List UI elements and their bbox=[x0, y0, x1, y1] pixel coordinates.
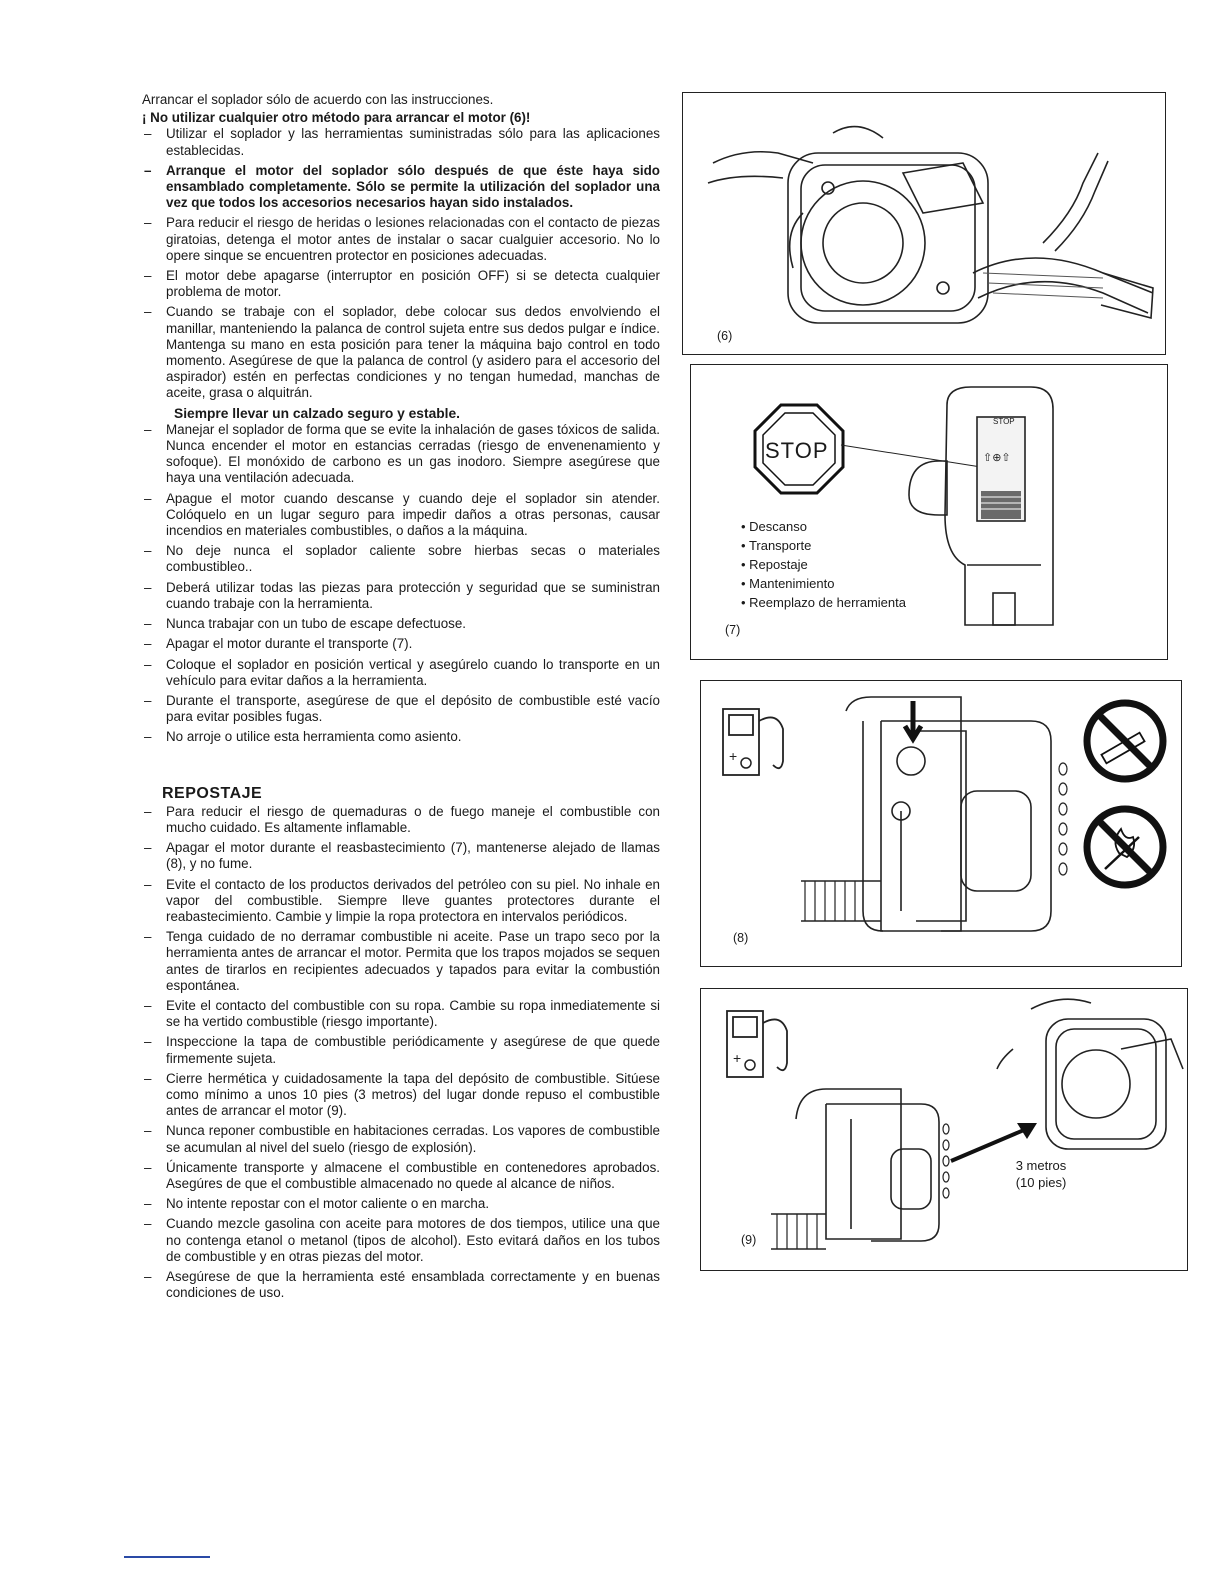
no-open-flame-icon bbox=[1087, 809, 1163, 885]
safety-list bbox=[142, 126, 660, 401]
section-title-refuel: REPOSTAJE bbox=[162, 784, 263, 802]
list-item: – Evite el contacto del combustible con su ropa. Cambie su ropa inmediatemente si se ha vertido combustible (riesgo importante). bbox=[142, 998, 660, 1030]
list-item: – Apagar el motor durante el reasbastecimiento (7), mantenerse alejado de llamas (8), y no fume. bbox=[142, 840, 660, 872]
figure-7 bbox=[690, 364, 1168, 660]
list-item: – Nunca trabajar con un tubo de escape defectuose. bbox=[142, 616, 660, 632]
distance-imperial: (10 pies) bbox=[1015, 1175, 1067, 1190]
stop-sign-text: STOP bbox=[765, 438, 829, 463]
svg-text:+: + bbox=[733, 1050, 742, 1066]
list-item: – No arroje o utilice esta herramienta como asiento. bbox=[142, 729, 660, 745]
list-item: – Utilizar el soplador y las herramientas suministradas sólo para las aplicaciones establecidas. bbox=[142, 126, 660, 158]
list-item: – Inspeccione la tapa de combustible periódicamente y asegúrese de que quede firmemente sujeta. bbox=[142, 1034, 660, 1066]
figure-9 bbox=[700, 988, 1188, 1271]
refuel-warning-illustration bbox=[701, 681, 1181, 966]
distance-metric: 3 metros bbox=[1015, 1158, 1067, 1173]
list-item: • Transporte bbox=[741, 536, 906, 555]
fuel-pump-icon bbox=[723, 709, 783, 775]
stop-situations-list bbox=[741, 517, 906, 612]
safety-list-2 bbox=[142, 422, 660, 746]
figure-label: (7) bbox=[725, 623, 741, 637]
list-item: • Mantenimiento bbox=[741, 574, 906, 593]
figure-label: (9) bbox=[741, 1233, 757, 1247]
list-item: – Evite el contacto de los productos derivados del petróleo con su piel. No inhale en vapor del combustible. Siempre lleve guantes protectores durante el reabastecimiento. Cambie y limpie la ropa protectora en intervalos periódicos. bbox=[142, 877, 660, 926]
figure-6 bbox=[682, 92, 1166, 355]
list-item: – Cierre hermética y cuidadosamente la tapa del depósito de combustible. Sitúese como mínimo a unos 10 pies (3 metros) del lugar donde repuso el combustible antes de arrancar el motor (9). bbox=[142, 1071, 660, 1120]
list-item: – Manejar el soplador de forma que se evite la inhalación de gases tóxicos de salida. Nunca encender el motor en estancias cerradas (riesgo de envenenamiento y sofoque). El monóxido de carbono es un gas inodoro. Siempre asegúrese que haya una ventilación adecuada. bbox=[142, 422, 660, 487]
list-item: – Arranque el motor del soplador sólo después de que éste haya sido ensamblado completamente. Sólo se permite la utilización del soplador una vez que todos los accesorios necesarios hayan sido instalados. bbox=[142, 163, 660, 212]
list-item: – No intente repostar con el motor caliente o en marcha. bbox=[142, 1196, 660, 1212]
blower-start-illustration bbox=[683, 93, 1165, 354]
instructions-column bbox=[142, 92, 660, 1305]
list-item: – Tenga cuidado de no derramar combustible ni aceite. Pase un trapo seco por la herramienta antes de arrancar el motor. Permita que los trapos mojados se sequen antes de tirarlos en recipientes adecuados y tapados para evitar la combustión espontánea. bbox=[142, 929, 660, 994]
figure-label: (6) bbox=[717, 329, 733, 343]
fuel-pump-icon bbox=[727, 1011, 787, 1077]
distance-illustration bbox=[701, 989, 1187, 1270]
list-item: – Asegúrese de que la herramienta esté ensamblada correctamente y en buenas condiciones de uso. bbox=[142, 1269, 660, 1301]
figure-label: (8) bbox=[733, 931, 749, 945]
list-item: – Para reducir el riesgo de heridas o lesiones relacionadas con el contacto de piezas giratoias, detenga el motor antes de instalar o sacar cualguier accesorio. No lo opere sinque se encuentren protector en posiciones adecuadas. bbox=[142, 215, 660, 264]
list-item: – Durante el transporte, asegúrese de que el depósito de combustible esté vacío para evitar posibles fugas. bbox=[142, 693, 660, 725]
list-item: • Descanso bbox=[741, 517, 906, 536]
list-item: – El motor debe apagarse (interruptor en posición OFF) si se detecta cualquier problema de motor. bbox=[142, 268, 660, 300]
svg-text:+: + bbox=[729, 748, 738, 764]
list-item: – No deje nunca el soplador caliente sobre hierbas secas o materiales combustibleo.. bbox=[142, 543, 660, 575]
footer-rule bbox=[124, 1556, 210, 1558]
warning-text: ¡ No utilizar cualquier otro método para arrancar el motor (6)! bbox=[142, 110, 531, 126]
list-item: – Apague el motor cuando descanse y cuando deje el soplador sin atender. Colóquelo en un lugar seguro para impedir daños a otras personas, causar incendios en materiales combustibles, o daños a la máquina. bbox=[142, 491, 660, 540]
list-item: – Únicamente transporte y almacene el combustible en contenedores aprobados. Asegúres de que el combustible almacenado no quede al alcance de niños. bbox=[142, 1160, 660, 1192]
switch-stop-label: STOP bbox=[993, 417, 1015, 426]
list-item: – Cuando se trabaje con el soplador, debe colocar sus dedos envolviendo el manillar, manteniendo la palanca de control sujeta entre sus dedos pulgar e índice. Mantenga su mano en esta posición para tener la máquina bajo control en todo momento. Asegúrese de que la palanca de control (y asidero para el accesorio del aspirador) estén en perfectas condiciones y no tengan humedad, manchas de aceite, grasa o alquitrán. bbox=[142, 304, 660, 401]
svg-text:⇧⊕⇧: ⇧⊕⇧ bbox=[983, 452, 1011, 464]
stop-switch-illustration bbox=[691, 365, 1167, 659]
footwear-note: Siempre llevar un calzado seguro y estable. bbox=[174, 405, 461, 421]
list-item: – Para reducir el riesgo de quemaduras o de fuego maneje el combustible con mucho cuidado. Es altamente inflamable. bbox=[142, 804, 660, 836]
list-item: – Nunca reponer combustible en habitaciones cerradas. Los vapores de combustible se acumulan al nivel del suelo (riesgo de explosión). bbox=[142, 1123, 660, 1155]
list-item: – Apagar el motor durante el transporte (7). bbox=[142, 636, 660, 652]
list-item: – Coloque el soplador en posición vertical y asegúrelo cuando lo transporte en un vehículo para evitar daños a la herramienta. bbox=[142, 657, 660, 689]
intro-text: Arrancar el soplador sólo de acuerdo con las instrucciones. bbox=[142, 92, 494, 107]
distance-label bbox=[1001, 1157, 1081, 1191]
list-item: – Cuando mezcle gasolina con aceite para motores de dos tiempos, utilice una que no contenga etanol o metanol (tipos de alcohol). Esto evitará daños en los tubos de combustible y en otras piezas del motor. bbox=[142, 1216, 660, 1265]
list-item: • Repostaje bbox=[741, 555, 906, 574]
refuel-list bbox=[142, 804, 660, 1302]
list-item: – Deberá utilizar todas las piezas para protección y seguridad que se suministran cuando trabaje con la herramienta. bbox=[142, 580, 660, 612]
list-item: • Reemplazo de herramienta bbox=[741, 593, 906, 612]
figure-8 bbox=[700, 680, 1182, 967]
no-smoking-icon bbox=[1087, 703, 1163, 779]
